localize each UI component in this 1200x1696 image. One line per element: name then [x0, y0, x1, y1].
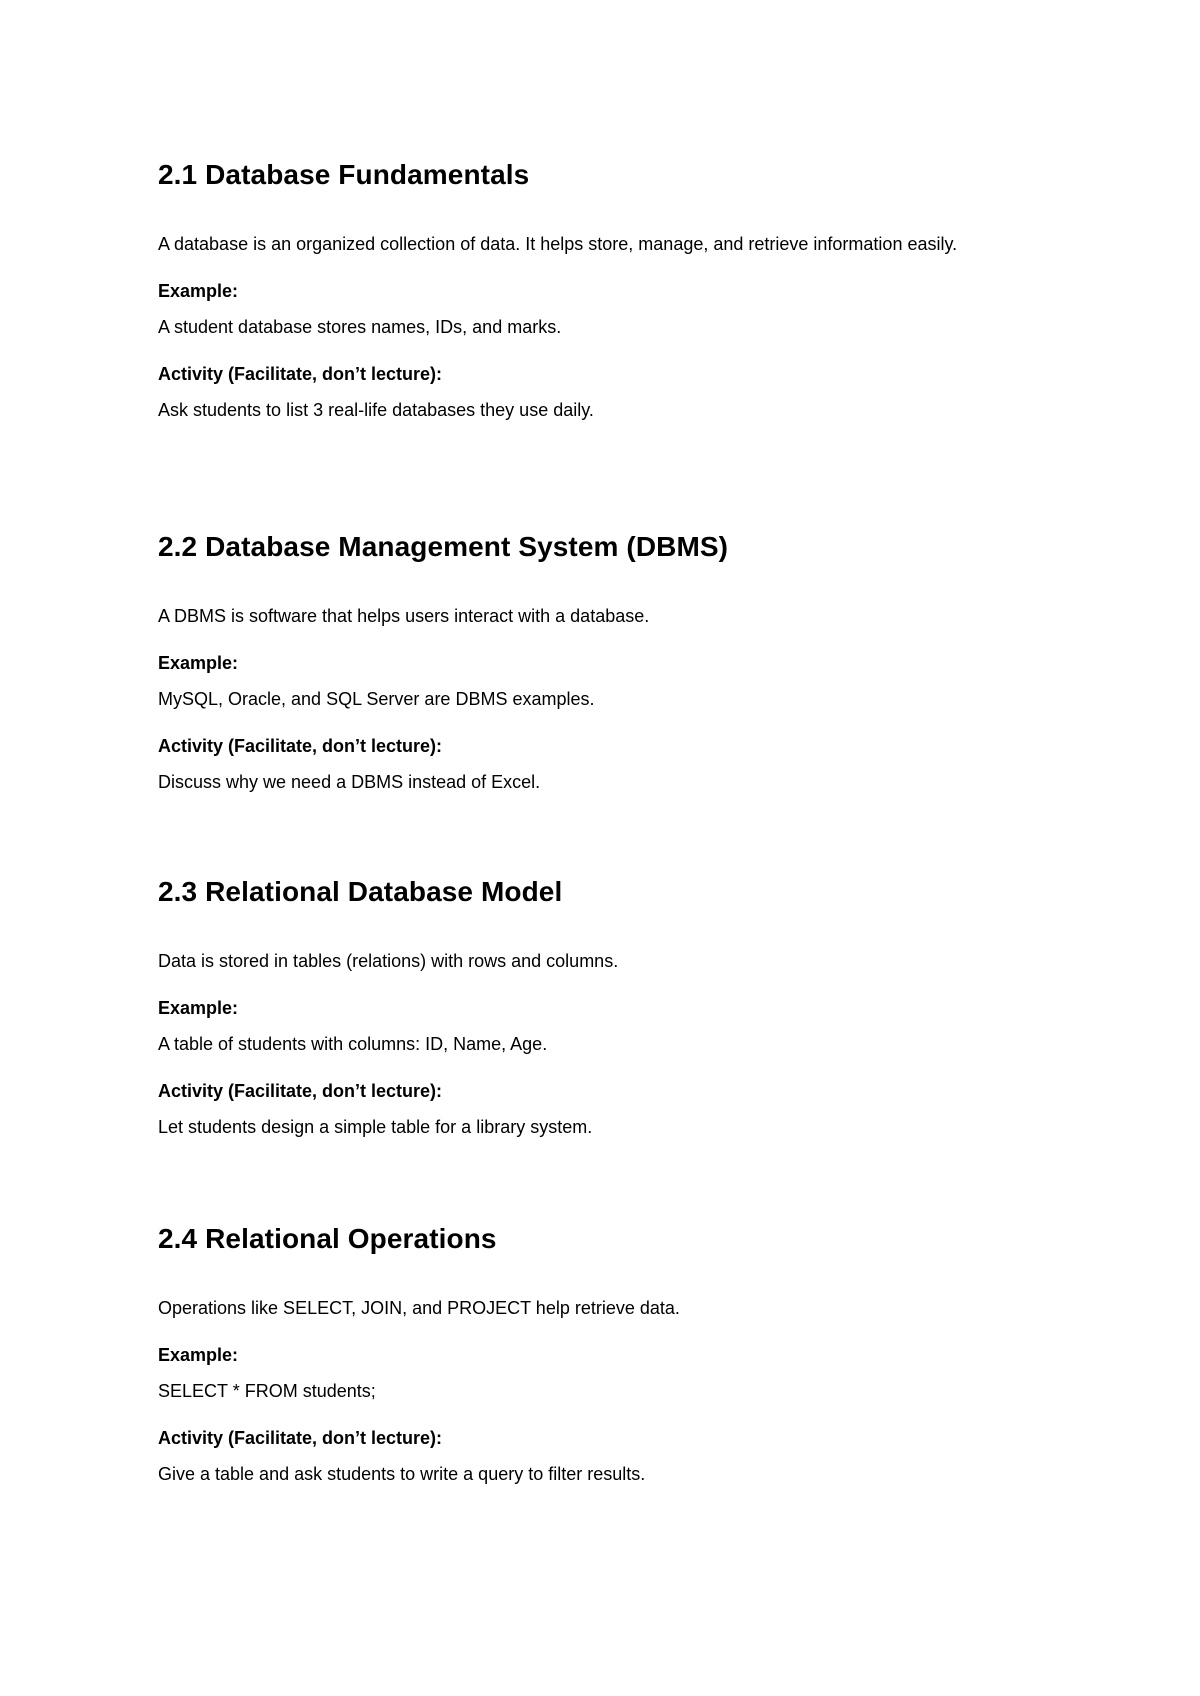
activity-label: Activity (Facilitate, don’t lecture):: [158, 1081, 443, 1101]
example-text: A student database stores names, IDs, and marks.: [158, 317, 562, 337]
activity-label: Activity (Facilitate, don’t lecture):: [158, 736, 443, 756]
section-heading: 2.2 Database Management System (DBMS): [158, 531, 729, 562]
section-dbms: [158, 530, 1038, 795]
section-relational-database-model: [158, 875, 1038, 1140]
example-label: Example:: [158, 1345, 239, 1365]
section-intro: Data is stored in tables (relations) with rows and columns.: [158, 951, 619, 971]
example-text: SELECT * FROM students;: [158, 1381, 376, 1401]
section-intro: A DBMS is software that helps users interact with a database.: [158, 606, 650, 626]
section-relational-operations: [158, 1222, 1038, 1487]
activity-text: Ask students to list 3 real-life databases they use daily.: [158, 400, 594, 420]
section-intro: Operations like SELECT, JOIN, and PROJECT help retrieve data.: [158, 1298, 680, 1318]
activity-label: Activity (Facilitate, don’t lecture):: [158, 364, 443, 384]
example-text: MySQL, Oracle, and SQL Server are DBMS examples.: [158, 689, 595, 709]
example-label: Example:: [158, 653, 239, 673]
activity-text: Let students design a simple table for a library system.: [158, 1117, 593, 1137]
section-heading: 2.3 Relational Database Model: [158, 876, 563, 907]
example-label: Example:: [158, 998, 239, 1018]
example-text: A table of students with columns: ID, Name, Age.: [158, 1034, 548, 1054]
example-label: Example:: [158, 281, 239, 301]
section-heading: 2.4 Relational Operations: [158, 1223, 497, 1254]
activity-label: Activity (Facilitate, don’t lecture):: [158, 1428, 443, 1448]
section-heading: 2.1 Database Fundamentals: [158, 159, 530, 190]
activity-text: Give a table and ask students to write a query to filter results.: [158, 1464, 646, 1484]
activity-text: Discuss why we need a DBMS instead of Excel.: [158, 772, 541, 792]
section-intro: A database is an organized collection of data. It helps store, manage, and retrieve information easily.: [158, 234, 958, 254]
section-database-fundamentals: [158, 158, 1038, 423]
